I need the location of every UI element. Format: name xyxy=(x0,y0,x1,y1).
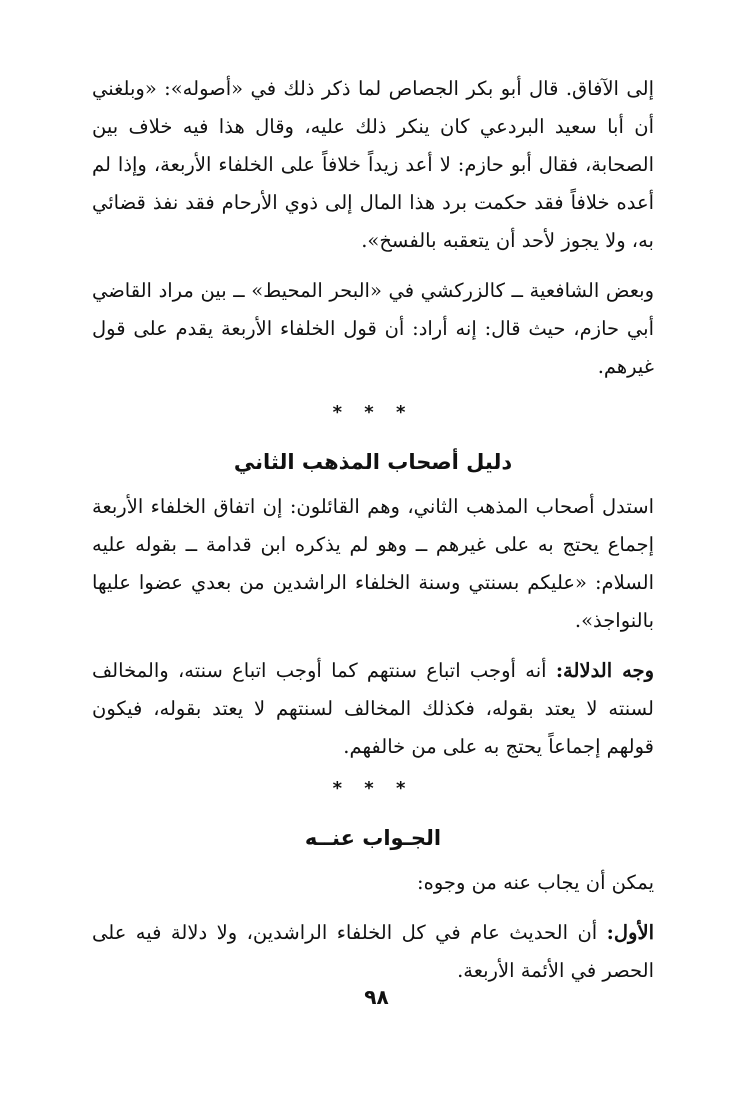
paragraph-text: أن الحديث عام في كل الخلفاء الراشدين، ولا دلالة فيه على الحصر في الأئمة الأربعة. xyxy=(92,921,654,982)
paragraph-lead-label: الأول: xyxy=(606,921,654,944)
paragraph-indication xyxy=(92,652,654,766)
paragraph-first-answer xyxy=(92,914,654,990)
paragraph-text: أنه أوجب اتباع سنتهم كما أوجب اتباع سنته، والمخالف لسنته لا يعتد بقوله، فكذلك المخالف لسنتهم لا يعتد بقوله، فيكون قولهم إجماعاً يحتج به على من خالفهم. xyxy=(92,659,654,758)
section-heading-response: الجـواب عنــه xyxy=(304,826,442,850)
page-body xyxy=(92,70,654,1002)
section-separator: * * * xyxy=(332,778,414,799)
page-number: ٩٨ xyxy=(364,985,389,1009)
paragraph-lead-label: وجه الدلالة: xyxy=(555,659,654,682)
paragraph-evidence: استدل أصحاب المذهب الثاني، وهم القائلون: إن اتفاق الخلفاء الأربعة إجماع يحتج به على غيرهم ــ وهو لم يذكره ابن قدامة ــ بقوله عليه السلام: «عليكم بسنتي وسنة الخلفاء الراشدين من بعدي عضوا عليها بالنواجذ». xyxy=(92,495,655,632)
paragraph-zarkashi: وبعض الشافعية ــ كالزركشي في «البحر المحيط» ــ بين مراد القاضي أبي حازم، حيث قال: إنه أراد: أن قول الخلفاء الأربعة يقدم على قول غيرهم. xyxy=(92,279,654,378)
paragraph-response-intro: يمكن أن يجاب عنه من وجوه: xyxy=(417,871,654,894)
section-heading-second-school: دليل أصحاب المذهب الثاني xyxy=(233,450,513,474)
paragraph-jassas-quote: إلى الآفاق. قال أبو بكر الجصاص لما ذكر ذلك في «أصوله»: «وبلغني أن أبا سعيد البردعي كان ينكر ذلك عليه، وقال هذا فيه خلاف بين الصحابة، فقال أبو حازم: لا أعد زيداً خلافاً على الخلفاء الأربعة، وإذا لم أعده خلافاً فقد حكمت برد هذا المال إلى ذوي الأرحام فقد نفذ قضائي به، ولا يجوز لأحد أن يتعقبه بالفسخ». xyxy=(92,77,654,252)
section-separator: * * * xyxy=(332,402,414,423)
